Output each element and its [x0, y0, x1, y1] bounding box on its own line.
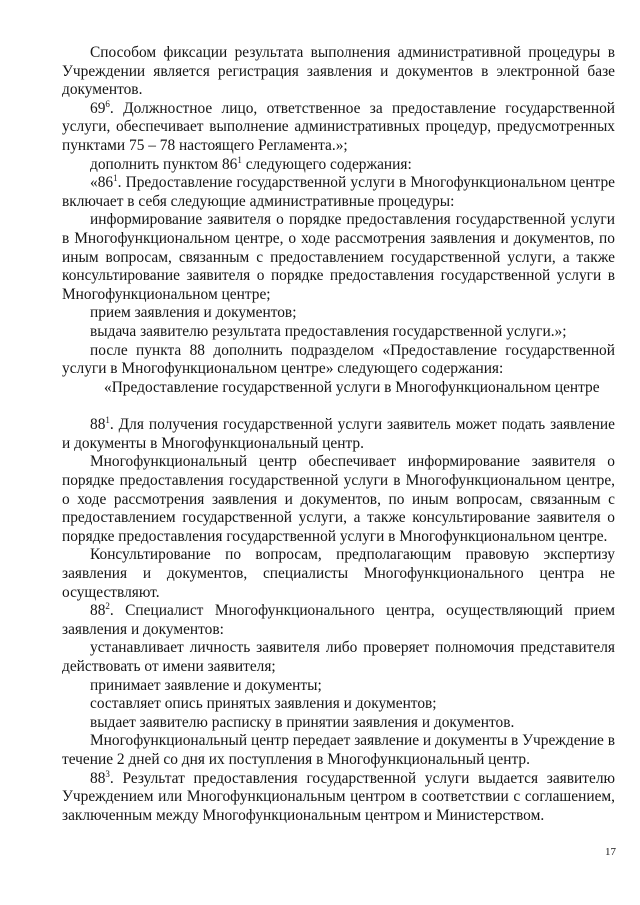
- paragraph: выдача заявителю результата предоставления государственной услуги.»;: [90, 322, 567, 340]
- paragraph-88-3: $88^3$. Результат предоставления государственной услуги выдается заявителю Учреждением или Многофункциональным центром в соответствии с соглашением, заключенным между Многофункциональным центром и Министерством.: [62, 768, 615, 824]
- paragraph: после пункта 88 дополнить подразделом «Предоставление государственной услуги в Многофункциональном центре» следующего содержания:: [62, 341, 615, 378]
- paragraph: Способом фиксации результата выполнения административной процедуры в Учреждении является регистрация заявления и документов в электронной базе документов.: [62, 44, 615, 99]
- paragraph: Консультирование по вопросам, предполагающим правовую экспертизу заявления и документов, специалисты Многофункционального центра не осуществляют.: [62, 546, 615, 601]
- paragraph: составляет опись принятых заявления и документов;: [90, 695, 437, 713]
- page-number: 17: [605, 846, 616, 858]
- paragraph: прием заявления и документов;: [90, 304, 297, 322]
- paragraph-88-2: $88^2$. Специалист Многофункционального центра, осуществляющий прием заявления и документов:: [62, 601, 615, 638]
- section-heading: «Предоставление государственной услуги в Многофункциональном центре: [104, 378, 600, 396]
- paragraph-69-6: $69^6$. Должностное лицо, ответственное за предоставление государственной услуги, обеспечивает выполнение административных процедур, предусмотренных пунктами 75 – 78 настоящего Регламента.»;: [62, 98, 615, 154]
- paragraph: Многофункциональный центр обеспечивает информирование заявителя о порядке предоставления государственной услуги в Многофункциональном центре, о ходе рассмотрения заявления и документов, по иным вопросам, связанным с предоставлением государственной услуги, а также консультирование заявителя о порядке предоставления государственной услуги в Многофункциональном центре.: [62, 453, 615, 545]
- paragraph: Многофункциональный центр передает заявление и документы в Учреждение в течение 2 дней со дня их поступления в Многофункциональный центр.: [62, 732, 615, 768]
- spacer: [62, 397, 615, 416]
- paragraph-86-1: «$86^1$. Предоставление государственной услуги в Многофункциональном центре включает в себя следующие административные процедуры:: [62, 173, 615, 210]
- paragraph-amend-86-1: дополнить пунктом $86^1$ следующего содержания:: [90, 154, 412, 173]
- paragraph: выдает заявителю расписку в принятии заявления и документов.: [90, 713, 515, 731]
- paragraph: информирование заявителя о порядке предоставления государственной услуги в Многофункциональном центре, о ходе рассмотрения заявления и документов, по иным вопросам, связанным с предоставлением государственной услуги, а также консультирование заявителя о порядке предоставления государственной услуги в Многофункциональном центре;: [62, 211, 615, 303]
- paragraph-88-1: $88^1$. Для получения государственной услуги заявитель может подать заявление и документы в Многофункциональный центр.: [62, 415, 615, 452]
- paragraph: устанавливает личность заявителя либо проверяет полномочия представителя действовать от имени заявителя;: [62, 639, 615, 675]
- paragraph: принимает заявление и документы;: [90, 676, 322, 694]
- document-body: [62, 44, 615, 825]
